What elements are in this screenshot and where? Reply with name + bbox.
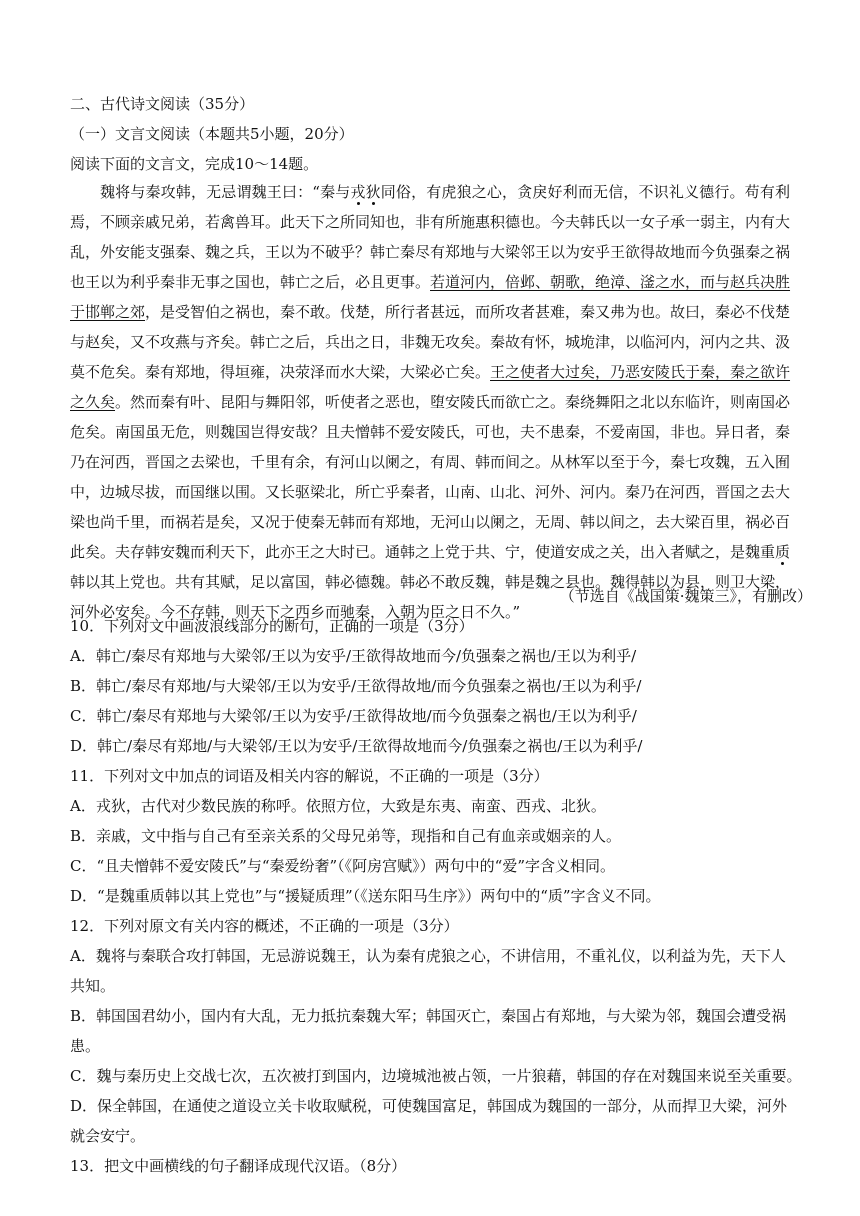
question-option: B．亲戚，文中指与自己有至亲关系的父母兄弟等，现指和自己有血亲或姻亲的人。 <box>70 827 622 845</box>
passage-text: 也王以为利乎秦非无事之国也，韩亡之后，必且更事。 <box>70 273 431 291</box>
passage-line <box>70 512 790 532</box>
passage-text: 韩以其上党也。共有其赋，足以富国，韩必德魏。韩必不敢反魏，韩是魏之县也。魏得韩以为县，则卫大梁， <box>70 573 791 591</box>
underlined-sentence: 之久矣 <box>70 393 116 411</box>
passage-line <box>70 452 790 472</box>
question-stem: 12．下列对原文有关内容的概述，不正确的一项是（3分） <box>70 917 459 935</box>
passage-line <box>70 482 790 502</box>
passage-text: 同俗，有虎狼之心，贪戾好利而无信，不识礼义德行。苟有利 <box>380 183 790 201</box>
question-option: C．“且夫憎韩不爱安陵氏”与“秦爱纷奢”（《阿房宫赋》）两句中的“爱”字含义相同。 <box>70 857 615 875</box>
passage-line <box>70 332 790 352</box>
question-option: B．韩亡/秦尽有郑地/与大梁邻/王以为安乎/王欲得故地/而今负强秦之祸也/王以为利乎/ <box>70 677 642 695</box>
question-option: C．魏与秦历史上交战七次，五次被打到国内，边境城池被占领，一片狼藉，韩国的存在对魏国来说至关重要。 <box>70 1067 802 1085</box>
underlined-sentence: 于邯郸之郊 <box>70 303 146 321</box>
dotted-char: 狄 <box>365 183 381 201</box>
passage-text: 与赵矣，又不攻燕与齐矣。韩亡之后，兵出之日，非魏无攻矣。秦故有怀，城垝津，以临河内，河内之共、汲 <box>70 333 791 351</box>
dotted-char: 质 <box>775 543 791 561</box>
question-option: D．韩亡/秦尽有郑地/与大梁邻/王以为安乎/王欲得故地而今/负强秦之祸也/王以为利乎/ <box>70 737 643 755</box>
underlined-sentence: 若道河内，倍邺、朝歌，绝漳、滏之水，而与赵兵决胜 <box>430 273 791 291</box>
passage-line <box>70 302 790 322</box>
passage-text: 乱，外安能支强秦、魏之兵，王以为不破乎？韩亡秦尽有郑地与大梁邻王以为安乎王欲得故地而今负强秦之祸 <box>70 243 791 261</box>
passage-line <box>70 362 790 382</box>
passage-line <box>70 212 790 232</box>
passage-line <box>70 542 790 562</box>
section-subtitle: （一）文言文阅读（本题共5小题，20分） <box>70 125 354 143</box>
passage-text: ，是受智伯之祸也，秦不敢。伐楚，所行者甚远，而所攻者甚难，秦又弗为也。故曰，秦必不伐楚 <box>145 303 791 321</box>
instruction: 阅读下面的文言文，完成10～14题。 <box>70 155 319 173</box>
dotted-char: 戎 <box>350 183 366 201</box>
passage-text: 焉，不顾亲戚兄弟，若禽兽耳。此天下之所同知也，非有所施惠积德也。今夫韩氏以一女子承一弱主，内有大 <box>70 213 791 231</box>
dotted-term <box>350 183 380 201</box>
dotted-term <box>775 543 790 561</box>
passage-text: 乃在河西，晋国之去梁也，千里有余，有河山以阑之，有周、韩而间之。从林军以至于今，秦七攻魏，五入囿 <box>70 453 791 471</box>
question-option: 共知。 <box>70 977 116 995</box>
passage-line <box>70 242 790 262</box>
passage-line <box>70 272 790 292</box>
passage-text: 中，边城尽拔，而国继以围。又长驱梁北，所亡乎秦者，山南、山北、河外、河内。秦乃在河西，晋国之去大 <box>70 483 791 501</box>
passage-text: 魏将与秦攻韩，无忌谓魏王曰：“秦与 <box>100 183 351 201</box>
passage-line <box>70 422 790 442</box>
passage-text: 。然而秦有叶、昆阳与舞阳邻，听使者之恶也，堕安陵氏而欲亡之。秦绕舞阳之北以东临许，则南国必 <box>115 393 791 411</box>
question-stem: 13．把文中画横线的句子翻译成现代汉语。（8分） <box>70 1157 407 1175</box>
question-option: 患。 <box>70 1037 101 1055</box>
passage-text: 梁也尚千里，而祸若是矣，又况于使秦无韩而有郑地，无河山以阑之，无周、韩以间之，去大梁百里，祸必百 <box>70 513 791 531</box>
passage-line <box>100 182 790 202</box>
question-option: A．魏将与秦联合攻打韩国，无忌游说魏王，认为秦有虎狼之心，不讲信用，不重礼仪，以利益为先，天下人 <box>70 947 786 965</box>
question-option: A．韩亡/秦尽有郑地与大梁邻/王以为安乎/王欲得故地而今/负强秦之祸也/王以为利乎/ <box>70 647 637 665</box>
question-option: C．韩亡/秦尽有郑地与大梁邻/王以为安乎/王欲得故地/而今负强秦之祸也/王以为利乎/ <box>70 707 637 725</box>
question-stem: 10．下列对文中画波浪线部分的断句，正确的一项是（3分） <box>70 617 474 635</box>
section-title: 二、古代诗文阅读（35分） <box>70 95 255 113</box>
passage-text: 河外必安矣。今不存韩，则天下之西乡而驰秦，入朝为臣之日不久。” <box>70 603 521 621</box>
question-stem: 11．下列对文中加点的词语及相关内容的解说，不正确的一项是（3分） <box>70 767 549 785</box>
passage-text: 莫不危矣。秦有郑地，得垣雍，决荥泽而水大梁，大梁必亡矣。 <box>70 363 491 381</box>
question-option: A．戎狄，古代对少数民族的称呼。依照方位，大致是东夷、南蛮、西戎、北狄。 <box>70 797 606 815</box>
question-option: D．保全韩国，在通使之道设立关卡收取赋税，可使魏国富足，韩国成为魏国的一部分，从而捍卫大梁，河外 <box>70 1097 788 1115</box>
question-option: B．韩国国君幼小，国内有大乱，无力抵抗秦魏大军；韩国灭亡，秦国占有郑地，与大梁为邻，魏国会遭受祸 <box>70 1007 787 1025</box>
passage-line <box>70 392 790 412</box>
question-option: D．“是魏重质韩以其上党也”与“援疑质理”（《送东阳马生序》）两句中的“质”字含义不同。 <box>70 887 661 905</box>
question-option: 就会安宁。 <box>70 1127 146 1145</box>
underlined-sentence: 王之使者大过矣，乃恶安陵氏于秦，秦之欲许 <box>490 363 791 381</box>
passage-text: 此矣。夫存韩安魏而利天下，此亦王之大时已。通韩之上党于共、宁，使道安成之关，出入者赋之，是魏重 <box>70 543 776 561</box>
passage-source: （节选自《战国策·魏策三》，有删改） <box>559 587 812 605</box>
passage-text: 危矣。南国虽无危，则魏国岂得安哉？且夫憎韩不爱安陵氏，可也，夫不患秦，不爱南国，非也。异日者，秦 <box>70 423 791 441</box>
